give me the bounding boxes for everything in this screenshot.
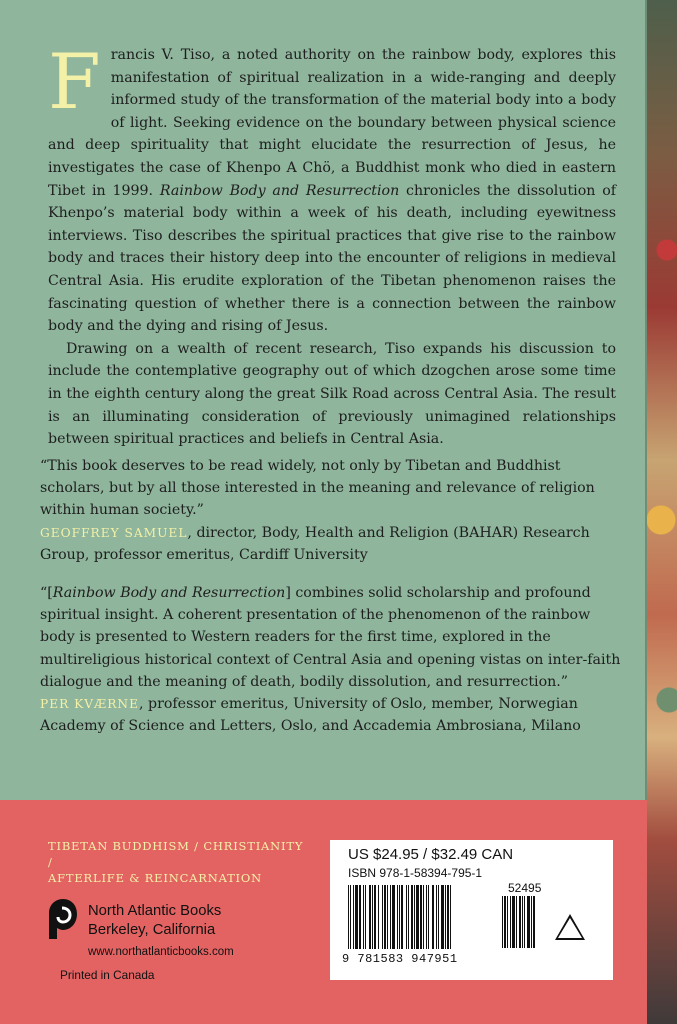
barcode-bar	[516, 896, 517, 948]
barcode-bar	[365, 885, 366, 949]
barcode-bar	[372, 885, 373, 949]
barcode-bar	[423, 885, 424, 949]
quote-1-affiliation: , director, Body, Health and Religion (BAHAR) Research Group, professor emeritus, Cardiff University	[40, 524, 590, 563]
barcode-bar	[382, 885, 383, 949]
publisher-block	[48, 896, 303, 976]
barcode-bar	[447, 885, 449, 949]
barcode-bar	[369, 885, 371, 949]
barcode-bar	[378, 885, 379, 949]
endorsement-quote-1	[40, 455, 628, 566]
barcode-panel	[330, 840, 613, 980]
paragraph-1-ending: chronicles the dissolution of Khenpo’s material body within a week of his death, including eyewitness interviews. Tiso describes the spiritual practices that give rise to the rainbow body and traces their history deep into the encounter of religions in medieval Central Asia. His erudite exploration of the Tibetan phenomenon raises the fascinating question of whether there is a connection between the rainbow body and the dying and rising of Jesus.	[48, 182, 616, 335]
barcode-bar	[445, 885, 446, 949]
barcode-bar	[450, 885, 451, 949]
quote-1-author: GEOFFREY SAMUEL	[40, 525, 188, 540]
publisher-name-block	[88, 902, 221, 940]
barcode-bar	[441, 885, 444, 949]
price-text: US $24.95 / $32.49 CAN	[348, 846, 514, 863]
triangle-inner-icon	[558, 918, 582, 938]
publisher-url: www.northatlanticbooks.com	[88, 946, 234, 958]
barcode-bar	[426, 885, 427, 949]
barcode-bar	[392, 885, 395, 949]
barcode-bar	[522, 896, 523, 948]
barcode-bar	[401, 885, 403, 949]
barcode-bar	[533, 896, 535, 948]
barcode-bar	[359, 885, 361, 949]
isbn-text: ISBN 978-1-58394-795-1	[348, 866, 483, 880]
description-paragraph-1	[48, 37, 616, 338]
barcode-bar	[510, 896, 511, 948]
barcode-bar	[432, 885, 434, 949]
publisher-city: Berkeley, California	[88, 922, 216, 938]
barcode-bar	[406, 885, 407, 949]
quote-2-author: PER KVÆRNE	[40, 697, 139, 712]
barcode-bar	[414, 885, 415, 949]
category-line-2: AFTERLIFE & REINCARNATION	[48, 871, 262, 885]
barcode-bar	[384, 885, 386, 949]
category-line-1: TIBETAN BUDDHISM / CHRISTIANITY /	[48, 839, 304, 869]
price-code-text: 52495	[508, 881, 542, 895]
barcode-bar	[399, 885, 400, 949]
quote-2-book-title: Rainbow Body and Resurrection	[52, 585, 286, 601]
barcode-bar	[438, 885, 439, 949]
barcode-addon-bars	[502, 896, 537, 948]
quote-2-affiliation: , professor emeritus, University of Oslo, member, Norwegian Academy of Science and Letters, Oslo, and Accademia Ambrosiana, Milano	[40, 696, 581, 735]
barcode-bar	[512, 896, 515, 948]
barcode-bar	[355, 885, 358, 949]
printed-in: Printed in Canada	[60, 968, 155, 982]
barcode-bar	[350, 885, 351, 949]
barcode-bar	[353, 885, 354, 949]
subject-categories	[48, 838, 308, 886]
barcode-bar	[519, 896, 521, 948]
barcode-bar	[374, 885, 376, 949]
quote-1-attribution	[40, 522, 628, 566]
barcode-bar	[504, 896, 506, 948]
barcode-bar	[531, 896, 532, 948]
barcode-bar	[363, 885, 364, 949]
publisher-logo-icon	[48, 898, 78, 940]
quote-1-text: “This book deserves to be read widely, not only by Tibetan and Buddhist scholars, but by all those interested in the meaning and relevance of religion within human society.”	[40, 458, 595, 519]
barcode-bar	[502, 896, 503, 948]
barcode-bar	[428, 885, 429, 949]
barcode-bar	[397, 885, 398, 949]
barcode-bar	[527, 896, 530, 948]
barcode-bar	[416, 885, 419, 949]
quote-2-body: ] combines solid scholarship and profound spiritual insight. A coherent presentation of the phenomenon of the rainbow body is presented to Western readers for the first time, explored in the multireligious historical context of Central Asia and opening vistas on inter-faith dialogue and the meaning of death, bodily dissolution, and resurrection.”	[40, 585, 621, 690]
publisher-name: North Atlantic Books	[88, 903, 222, 919]
barcode-bar	[390, 885, 391, 949]
barcode-number: 9 781583 947951	[342, 952, 458, 966]
quote-2-text	[40, 582, 628, 693]
barcode-bar	[420, 885, 422, 949]
barcode-bar	[524, 896, 525, 948]
barcode-bar	[411, 885, 413, 949]
barcode-bar	[348, 885, 349, 949]
barcode-bar	[387, 885, 388, 949]
barcode-bar	[436, 885, 437, 949]
quote-2-open-bracket: “[	[40, 585, 53, 601]
endorsement-quote-2	[40, 582, 628, 737]
barcode-bar	[408, 885, 409, 949]
barcode-main-bars	[348, 885, 498, 949]
barcode-bar	[507, 896, 508, 948]
drop-cap: F	[48, 37, 101, 126]
book-description	[48, 37, 616, 451]
description-paragraph-2: Drawing on a wealth of recent research, Tiso expands his discussion to include the contemplative geography out of which dzogchen arose some time in the eighth century along the great Silk Road across Central Asia. The result is an illuminating consideration of previously unimagined relationships between spiritual practices and beliefs in Central Asia.	[48, 340, 616, 448]
cover-art-edge	[645, 0, 677, 1024]
paragraph-1-text: rancis V. Tiso, a noted authority on the rainbow body, explores this manifestation of spiritual realization in a wide-ranging and deeply informed study of the transformation of the material body into a body of light. Seeking evidence on the boundary between physical science and deep spirituality that might elucidate the resurrection of Jesus, he investigates the case of Khenpo A Chö, a Buddhist monk who died in eastern Tibet in 1999.	[48, 47, 616, 199]
paragraph-1-book-title: Rainbow Body and Resurrection	[159, 182, 400, 199]
quote-2-attribution	[40, 693, 628, 737]
